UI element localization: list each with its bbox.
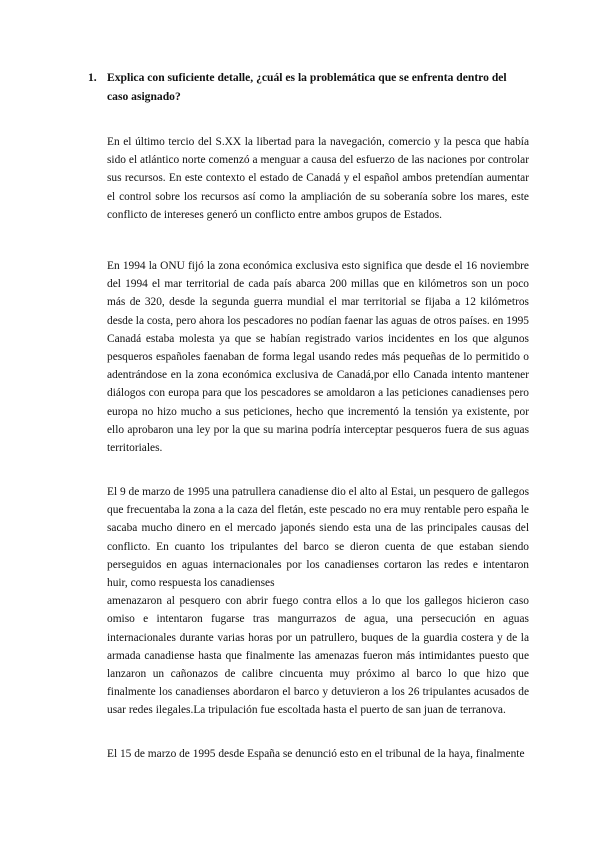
- question-text: Explica con suficiente detalle, ¿cuál es la problemática que se enfrenta dentro del caso asignado?: [107, 71, 507, 103]
- question-number: 1.: [88, 71, 97, 84]
- paragraph-context: En el último tercio del S.XX la libertad para la navegación, comercio y la pesca que había sido el atlántico norte comenzó a menguar a causa del esfuerzo de las naciones por controlar sus recursos. En este contexto el estado de Canadá y el español ambos pretendían aumentar el control sobre los recursos así como la ampliación de su soberanía sobre los mares, este conflicto de intereses generó un conflicto entre ambos grupos de Estados.: [107, 136, 529, 221]
- paragraph-onu-zone: En 1994 la ONU fijó la zona económica exclusiva esto significa que desde el 16 noviembre del 1994 el mar territorial de cada país abarca 200 millas que en kilómetros son un poco más de 320, desde la segunda guerra mundial el mar territorial se fijaba a 12 kilómetros desde la costa, pero ahora los pescadores no podían faenar las aguas de otros países. en 1995 Canadá estaba molesta ya que se habían registrado varios incidentes en los que algunos pesqueros españoles faenaban de forma legal usando redes más pequeñas de lo permitido o adentrándose en la zona económica exclusiva de Canadá,por ello Canada intento mantener diálogos con europa para que los pescadores se amoldaron a las peticiones canadienses pero europa no hizo mucho a sus peticiones, hecho que incrementó la tensión ya existente, por ello aprobaron una ley por la que su marina podría interceptar pesqueros fuera de sus aguas territoriales.: [107, 260, 529, 455]
- paragraph-estai-incident: El 9 de marzo de 1995 una patrullera canadiense dio el alto al Estai, un pesquero de gallegos que frecuentaba la zona a la caza del fletán, este pescado no era muy rentable pero españa le sacaba mucho dinero en el mercado japonés siendo esta una de las principales causas del conflicto. En cuanto los tripulantes del barco se dieron cuenta de que estaban siendo perseguidos en aguas internacionales por los canadienses cortaron las redes e intentaron huir, como respuesta los canadienses amenazaron al pesquero con abrir fuego contra ellos a lo que los gallegos hicieron caso omiso e intentaron fugarse tras mangurrazos de agua, una persecución en aguas internacionales durante varias horas por un patrullero, buques de la guardia costera y de la armada canadiense hasta que finalmente las amenazas fueron más intimidantes puesto que lanzaron un cañonazos de calibre cincuenta muy próximo al barco lo que hizo que finalmente los canadienses abordaron el barco y detuvieron a los 26 tripulantes acusados de usar redes ilegales.La tripulación fue escoltada hasta el puerto de san juan de terranova.: [107, 486, 529, 717]
- question-heading: [88, 68, 528, 106]
- paragraph-la-haya: El 15 de marzo de 1995 desde España se denunció esto en el tribunal de la haya, finalmente: [107, 748, 525, 760]
